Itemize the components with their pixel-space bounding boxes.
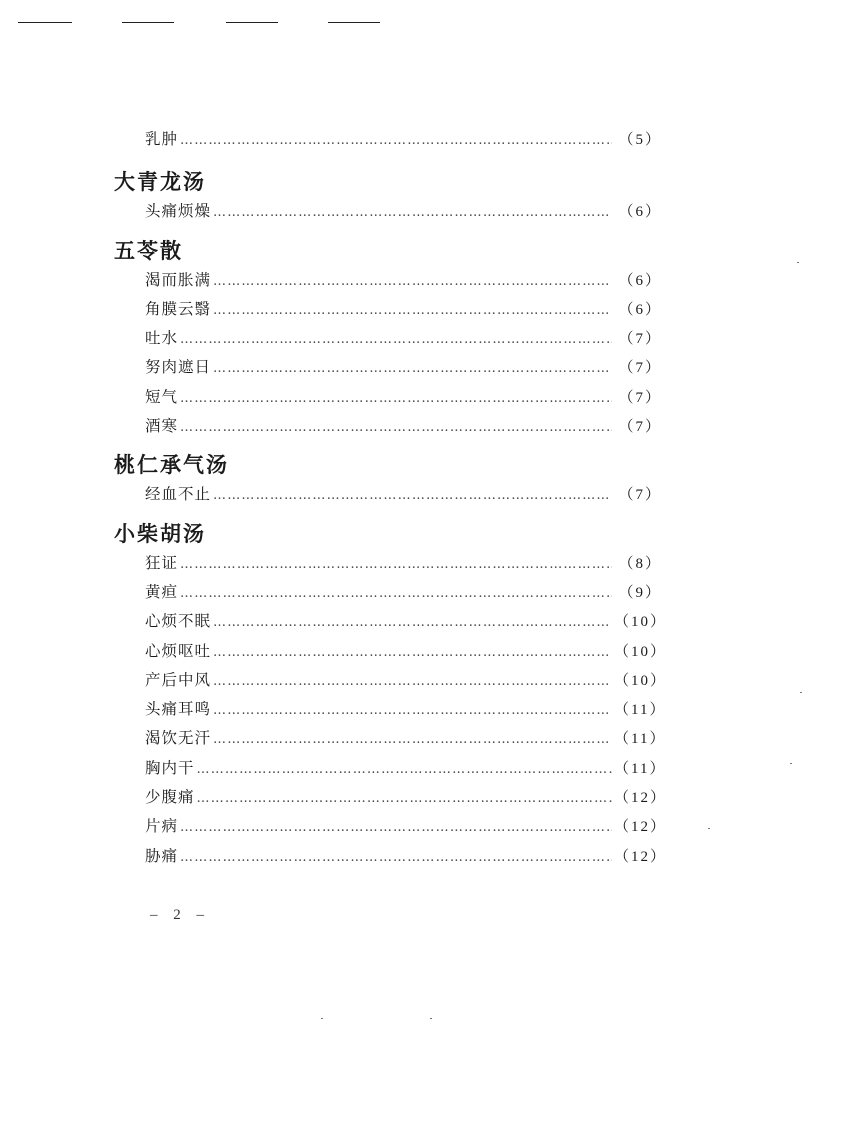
entry-label: 胁痛: [145, 846, 179, 865]
entry-page-number: （6）: [618, 301, 662, 318]
entry-page-number: （10）: [614, 643, 668, 660]
header-rule-3: [226, 22, 278, 23]
toc-entry: [114, 326, 662, 355]
entry-label: 头痛耳鸣: [145, 700, 212, 719]
entry-label: 胸内干: [145, 758, 195, 777]
header-rule-2: [122, 22, 174, 23]
section-heading: 五苓散: [114, 238, 183, 263]
toc-entry: [114, 844, 668, 873]
toc-entry: [114, 697, 667, 726]
entry-page-number: （12）: [614, 848, 668, 865]
entry-page-number: （11）: [614, 702, 667, 719]
section-heading: 桃仁承气汤: [114, 453, 229, 478]
entry-page-number: （11）: [614, 731, 667, 748]
entry-page-number: （7）: [618, 331, 662, 348]
entry-page-number: （11）: [614, 760, 667, 777]
dot-leader: [180, 391, 612, 406]
entry-label: 角膜云翳: [145, 299, 212, 318]
entry-label: 酒寒: [145, 417, 179, 436]
page-number: – 2 –: [150, 907, 210, 923]
toc-entry: [114, 551, 662, 580]
dot-leader: [213, 274, 612, 289]
toc-entry: [114, 785, 668, 814]
dot-leader: [180, 586, 612, 601]
dot-leader: [213, 732, 612, 747]
entry-page-number: （10）: [614, 672, 668, 689]
toc-entry: [114, 482, 662, 511]
entry-page-number: （9）: [618, 584, 662, 601]
entry-label: 努肉遮日: [145, 358, 212, 377]
entry-label: 片病: [145, 817, 179, 836]
entry-page-number: （7）: [618, 487, 662, 504]
entry-label: 短气: [145, 387, 179, 406]
entry-page-number: （7）: [618, 419, 662, 436]
toc-entry: [114, 414, 662, 443]
scan-speck: [790, 763, 792, 764]
section-heading: 大青龙汤: [114, 170, 206, 195]
scan-speck: [800, 692, 802, 693]
entry-label: 产后中风: [145, 670, 212, 689]
toc-entry: [114, 668, 668, 697]
dot-leader: [180, 850, 612, 865]
entry-label: 吐水: [145, 329, 179, 348]
entry-label: 经血不止: [145, 485, 212, 504]
dot-leader: [213, 488, 612, 503]
toc-entry: [114, 268, 662, 297]
toc-entry: [114, 199, 662, 228]
dot-leader: [180, 332, 612, 347]
dot-leader: [213, 205, 612, 220]
entry-label: 狂证: [145, 553, 179, 572]
toc-entry: [114, 127, 662, 156]
entry-page-number: （6）: [618, 204, 662, 221]
toc-entry: [114, 297, 662, 326]
header-rule-1: [18, 22, 72, 23]
dot-leader: [213, 674, 612, 689]
header-rule-4: [328, 22, 380, 23]
dot-leader: [197, 791, 612, 806]
toc-entry: [114, 580, 662, 609]
entry-page-number: （10）: [614, 614, 668, 631]
dot-leader: [180, 820, 612, 835]
toc-entry: [114, 609, 668, 638]
entry-page-number: （6）: [618, 272, 662, 289]
scan-speck: [321, 1018, 323, 1019]
dot-leader: [180, 133, 612, 148]
toc-entry: [114, 385, 662, 414]
scan-speck: [430, 1018, 432, 1019]
dot-leader: [213, 703, 612, 718]
dot-leader: [180, 420, 612, 435]
section-heading: 小柴胡汤: [114, 521, 206, 546]
entry-label: 渴饮无汗: [145, 729, 212, 748]
toc-entry: [114, 639, 668, 668]
toc-entry: [114, 814, 668, 843]
dot-leader: [213, 645, 612, 660]
dot-leader: [213, 303, 612, 318]
entry-label: 渴而胀满: [145, 270, 212, 289]
table-of-contents: [114, 127, 668, 873]
scan-speck: [797, 262, 799, 263]
scan-speck: [708, 828, 710, 829]
entry-label: 头痛烦燥: [145, 202, 212, 221]
dot-leader: [180, 557, 612, 572]
entry-page-number: （8）: [618, 555, 662, 572]
entry-page-number: （12）: [614, 790, 668, 807]
entry-page-number: （7）: [618, 360, 662, 377]
dot-leader: [197, 762, 612, 777]
toc-entry: [114, 756, 667, 785]
entry-label: 心烦不眠: [145, 612, 212, 631]
entry-page-number: （12）: [614, 819, 668, 836]
toc-entry: [114, 726, 667, 755]
entry-label: 乳肿: [145, 130, 179, 148]
dot-leader: [213, 361, 612, 376]
entry-label: 心烦呕吐: [145, 641, 212, 660]
entry-page-number: （7）: [618, 389, 662, 406]
entry-page-number: （5）: [618, 132, 662, 148]
entry-label: 少腹痛: [145, 788, 195, 807]
dot-leader: [213, 615, 612, 630]
toc-entry: [114, 355, 662, 384]
entry-label: 黄疸: [145, 582, 179, 601]
